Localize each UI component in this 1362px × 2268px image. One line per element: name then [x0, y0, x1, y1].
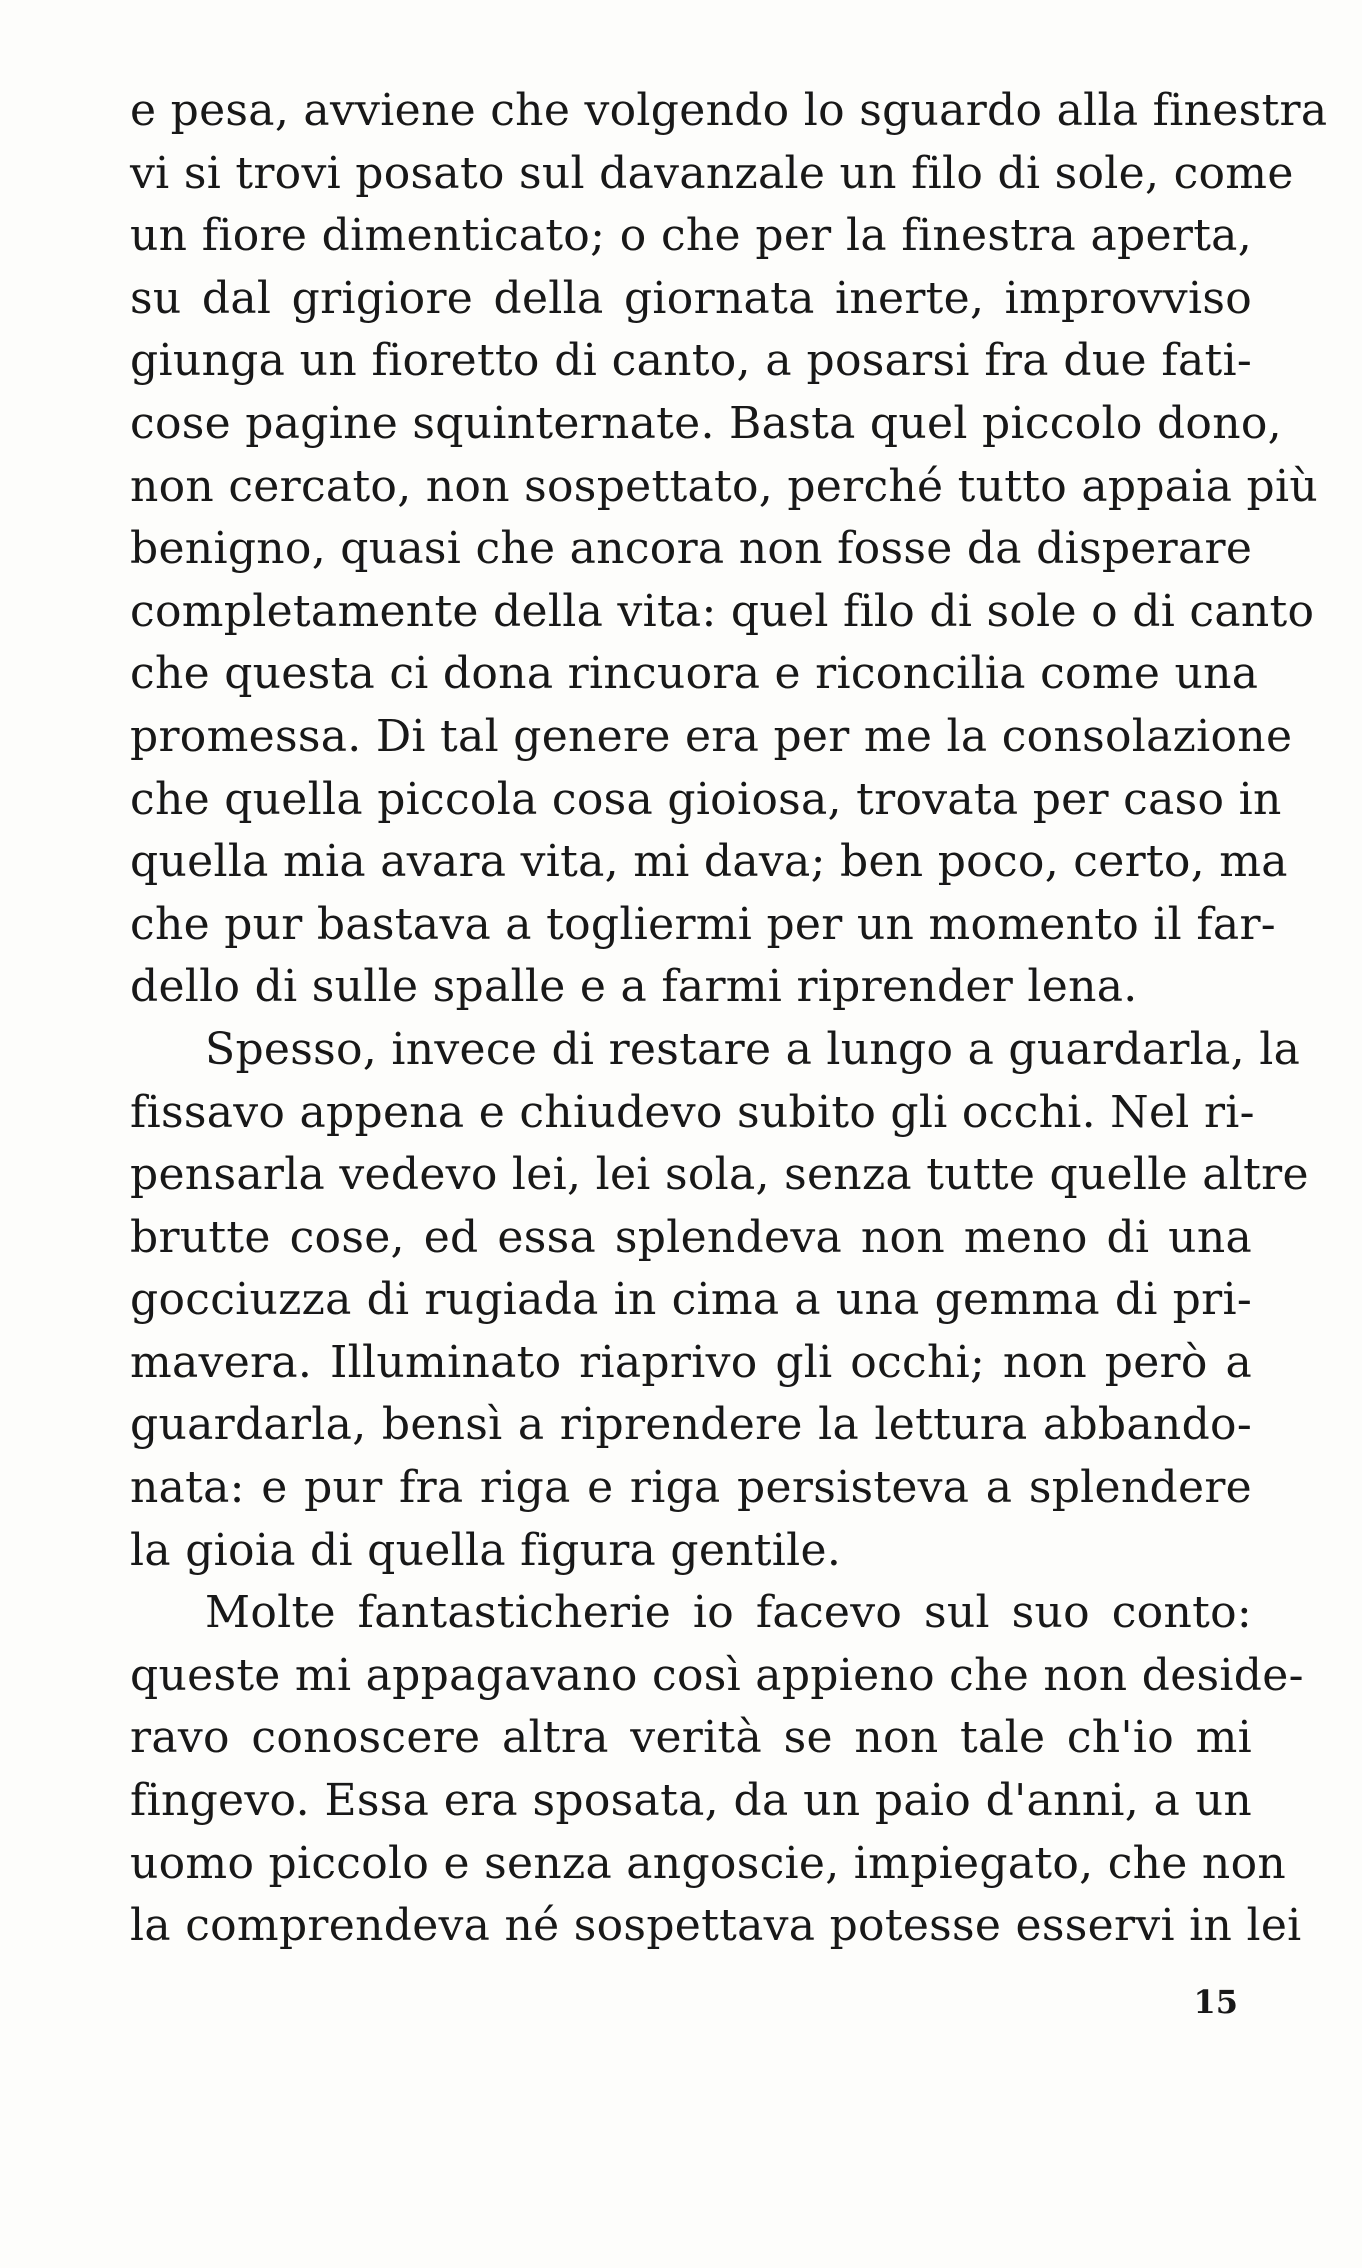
text-line-24: la gioia di quella figura gentile. [130, 1524, 842, 1576]
text-line-12: che quella piccola cosa gioiosa, trovata per caso in [130, 773, 1282, 825]
page-number: 15 [1193, 1983, 1238, 2021]
text-line-8: benigno, quasi che ancora non fosse da disperare [130, 523, 1253, 575]
text-line-9: completamente della vita: quel filo di sole o di canto [130, 585, 1315, 637]
text-line-3: un fiore dimenticato; o che per la finestra aperta, [130, 210, 1252, 262]
text-line-5: giunga un fioretto di canto, a posarsi fra due fati- [130, 335, 1252, 387]
text-line-25: Molte fantasticherie io facevo sul suo conto: [205, 1587, 1252, 1639]
text-line-11: promessa. Di tal genere era per me la consolazione [130, 710, 1293, 762]
text-line-7: non cercato, non sospettato, perché tutto appaia più [130, 460, 1319, 512]
text-line-23: nata: e pur fra riga e riga persisteva a splendere [130, 1462, 1252, 1514]
text-line-19: brutte cose, ed essa splendeva non meno di una [130, 1211, 1252, 1263]
text-line-30: la comprendeva né sospettava potesse esservi in lei [130, 1900, 1302, 1952]
text-line-10: che questa ci dona rincuora e riconcilia come una [130, 648, 1259, 700]
text-line-29: uomo piccolo e senza angoscie, impiegato, che non [130, 1837, 1286, 1889]
text-line-15: dello di sulle spalle e a farmi riprender lena. [130, 961, 1138, 1013]
text-line-6: cose pagine squinternate. Basta quel piccolo dono, [130, 397, 1282, 449]
text-line-21: mavera. Illuminato riaprivo gli occhi; non però a [130, 1336, 1252, 1388]
text-line-27: ravo conoscere altra verità se non tale ch'io mi [130, 1712, 1252, 1764]
text-line-14: che pur bastava a togliermi per un momento il far- [130, 898, 1276, 950]
text-line-13: quella mia avara vita, mi dava; ben poco, certo, ma [130, 836, 1288, 888]
text-line-17: fissavo appena e chiudevo subito gli occhi. Nel ri- [130, 1086, 1255, 1138]
text-line-26: queste mi appagavano così appieno che non deside- [130, 1649, 1304, 1701]
text-line-28: fingevo. Essa era sposata, da un paio d'anni, a un [130, 1775, 1252, 1827]
text-line-1: e pesa, avviene che volgendo lo sguardo alla finestra [130, 85, 1328, 136]
text-line-4: su dal grigiore della giornata inerte, improvviso [130, 272, 1252, 324]
text-line-16: Spesso, invece di restare a lungo a guardarla, la [205, 1023, 1301, 1075]
text-line-18: pensarla vedevo lei, lei sola, senza tutte quelle altre [130, 1149, 1309, 1201]
body-text [130, 80, 1328, 1958]
text-line-2: vi si trovi posato sul davanzale un filo di sole, come [130, 147, 1294, 199]
text-line-20: gocciuzza di rugiada in cima a una gemma di pri- [130, 1274, 1252, 1326]
text-line-22: guardarla, bensì a riprendere la lettura abbando- [130, 1399, 1252, 1451]
